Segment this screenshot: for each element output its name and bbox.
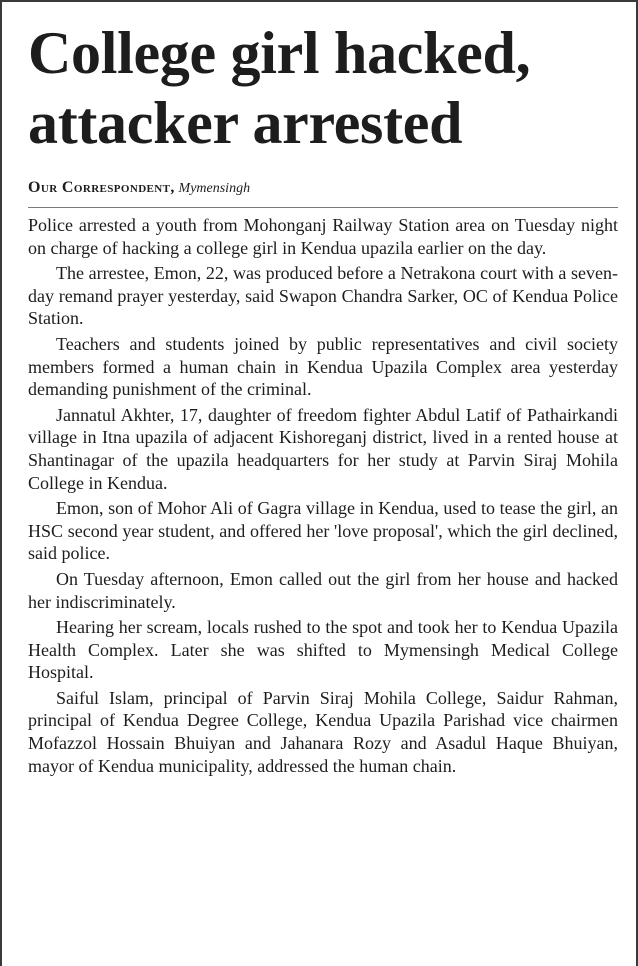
byline-location: Mymensingh	[178, 181, 251, 196]
paragraph-4: Jannatul Akhter, 17, daughter of freedom fighter Abdul Latif of Pathairkandi village in Itna upazila of adjacent Kishoreganj district, lived in a rented house at Shantinagar of the upazila headquarters for her study at Parvin Siraj Mohila College in Kendua.	[28, 404, 618, 493]
article-body	[28, 214, 618, 780]
headline	[28, 18, 638, 158]
headline-line-1: College girl hacked,	[28, 20, 531, 86]
paragraph-3: Teachers and students joined by public representatives and civil society members formed a human chain in Kendua Upazila Complex area yesterday demanding punishment of the criminal.	[28, 333, 618, 400]
paragraph-6: On Tuesday afternoon, Emon called out the girl from her house and hacked her indiscriminately.	[28, 568, 618, 612]
paragraph-8: Saiful Islam, principal of Parvin Siraj Mohila College, Saidur Rahman, principal of Kendua Degree College, Kendua Upazila Parishad vice chairmen Mofazzol Hossain Bhuiyan and Jahanara Rozy and Asadul Haque Bhuiyan, mayor of Kendua municipality, addressed the human chain.	[28, 687, 618, 776]
paragraph-2: The arrestee, Emon, 22, was produced before a Netrakona court with a seven-day remand prayer yesterday, said Swapon Chandra Sarker, OC of Kendua Police Station.	[28, 263, 618, 329]
headline-line-2: attacker arrested	[28, 90, 463, 156]
paragraph-7: Hearing her scream, locals rushed to the spot and took her to Kendua Upazila Health Complex. Later she was shifted to Mymensingh Medical College Hospital.	[28, 617, 618, 683]
byline-divider	[28, 207, 618, 208]
paragraph-1: Police arrested a youth from Mohonganj Railway Station area on Tuesday night on charge of hacking a college girl in Kendua upazila earlier on the day.	[28, 215, 618, 258]
byline	[28, 178, 250, 199]
paragraph-5: Emon, son of Mohor Ali of Gagra village in Kendua, used to tease the girl, an HSC second year student, and offered her 'love proposal', which the girl declined, said police.	[28, 498, 618, 564]
byline-correspondent: Our Correspondent,	[28, 179, 175, 196]
